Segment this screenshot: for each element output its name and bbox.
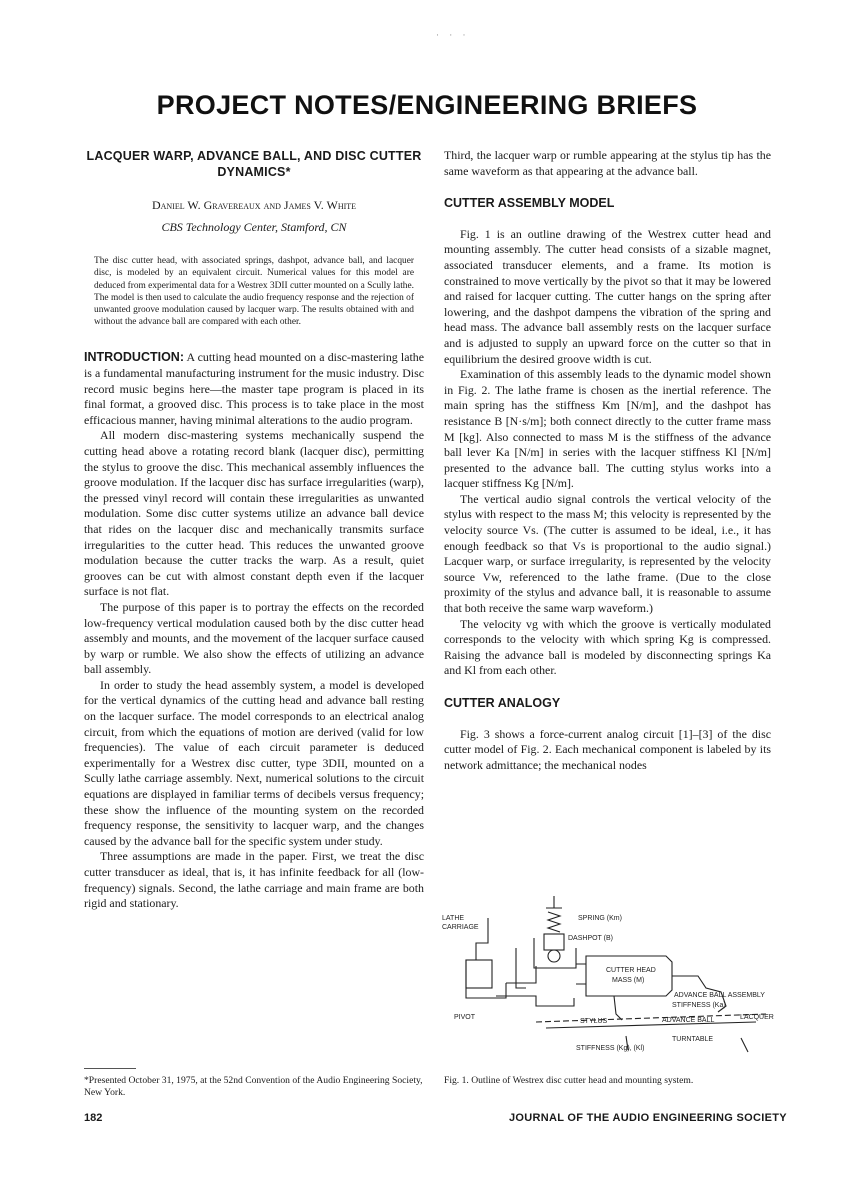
lacquer-line: [536, 1014, 766, 1022]
dashpot-bulb: [548, 950, 560, 962]
intro-text: A cutting head mounted on a disc-mastering lathe is a fundamental manufacturing instrument for the music industry. Disc record music begins here—the master tape program is placed in its final format, a grooved disc. This process is to take place in the most efficacious manner, having minimal alterations to the audio program.: [84, 350, 424, 427]
label-mass: MASS (M): [612, 977, 645, 984]
pivot-frame: [496, 996, 574, 1006]
cutter-head-body: [586, 956, 672, 996]
label-stiffness-kg-kl: STIFFNESS (Kg), (Kl): [576, 1045, 645, 1052]
paragraph: Fig. 3 shows a force-current analog circuit [1]–[3] of the disc cutter model of Fig. 2. Each mechanical component is labeled by its network admittance; the mechanical nodes: [444, 726, 771, 772]
article-title: LACQUER WARP, ADVANCE BALL, AND DISC CUTTER DYNAMICS*: [86, 149, 422, 179]
label-spring: SPRING (Km): [578, 915, 622, 922]
label-stiffness-ka: STIFFNESS (Ka): [672, 1002, 726, 1009]
left-column: [84, 148, 424, 912]
paragraph: The purpose of this paper is to portray the effects on the recorded low-frequency vertical modulation caused both by the disc cutter head assembly and mounts, and the movement of the lacquer surface caused by warp or rumble. We also show the effects of utilizing an advance ball assembly.: [84, 599, 424, 677]
stylus-shape: [614, 996, 622, 1020]
section-heading-cutter-analogy: CUTTER ANALOGY: [444, 696, 561, 710]
paragraph: All modern disc-mastering systems mechanically suspend the cutting head above a rotating record blank (lacquer disc), permitting the stylus to groove the disc. This mechanical assembly influences the groove modulation. If the lacquer disc has surface irregularities (warp), the pressed vinyl record will contain these irregularities as unwanted modulation. Some disc cutter systems utilize an advance ball device that rides on the lacquer disc and mechanically transmits surface irregularities to the cutter head. This reduces the unwanted groove modulation because the cutter tracks the warp. As a result, quiet grooves can be cut with almost constant depth even if the lacquer surface is not flat.: [84, 428, 424, 599]
journal-name: JOURNAL OF THE AUDIO ENGINEERING SOCIETY: [509, 1112, 787, 1124]
figure-1-cutter-diagram: [436, 888, 776, 1058]
label-carriage: CARRIAGE: [442, 924, 479, 931]
paragraph: Third, the lacquer warp or rumble appearing at the stylus tip has the same waveform as that appearing at the advance ball.: [444, 148, 771, 178]
article-affiliation: CBS Technology Center, Stamford, CN: [161, 219, 347, 234]
intro-heading: INTRODUCTION:: [84, 350, 184, 365]
page-number: 182: [84, 1112, 103, 1124]
scan-specks: · · ·: [436, 30, 470, 40]
paragraph: The velocity vg with which the groove is vertically modulated corresponds to the velocity with which spring Kg is compressed. Raising the advance ball is modeled by disconnecting springs Ka and Kl from each other.: [444, 616, 771, 678]
label-advance-ball: ADVANCE BALL: [662, 1017, 715, 1024]
label-pivot: PIVOT: [454, 1014, 476, 1021]
paragraph: In order to study the head assembly system, a model is developed for the vertical dynamics of the cutting head and advance ball resting on the lacquer surface. The model corresponds to an electrical analog circuit, from which the equations of motion are derived (valid for low frequencies). The value of each circuit parameter is deduced experimentally for a Westrex disc cutter, type 3DII, mounted on a Scully lathe carriage assembly. Next, numerical solutions to the circuit equations are displayed in familiar terms of decibels versus frequency; these show the influence of the mounting system on the recorded frequency response, the sensitivity to lacquer warp, and the changes caused by the advance ball for the specific system under study.: [84, 677, 424, 848]
spring-mount: [546, 896, 562, 908]
section-heading-cutter-assembly: CUTTER ASSEMBLY MODEL: [444, 196, 615, 211]
label-advance-ball-assembly: ADVANCE BALL ASSEMBLY: [674, 992, 765, 999]
label-stylus: STYLUS: [580, 1018, 608, 1025]
paragraph: Three assumptions are made in the paper. First, we treat the disc cutter transducer as ideal, that is, it has infinite feedback for all (low-frequency) signals. Second, the lathe carriage and main frame are both rigid and stationary.: [84, 849, 424, 911]
cutter-head-mount: [576, 964, 586, 984]
label-cutter-head: CUTTER HEAD: [606, 967, 656, 974]
label-dashpot: DASHPOT (B): [568, 935, 613, 942]
label-lacquer: LACQUER: [740, 1014, 774, 1021]
paragraph: The vertical audio signal controls the vertical velocity of the stylus with respect to the mass M; this velocity is represented by the velocity source Vs. (The cutter is assumed to be ideal, i.e., it has enough feedback so that Vs is proportional to the audio signal.) Lacquer warp, or surface irregularity, is represented by the velocity source Vw, referenced to the lathe frame. (Due to the close proximity of the stylus and advance ball, it is reasonable to assume that both receive the same warp waveform.): [444, 491, 771, 616]
footnote-rule: [84, 1068, 136, 1069]
paragraph: Examination of this assembly leads to the dynamic model shown in Fig. 2. The lathe frame is chosen as the inertial reference. The main spring has the stiffness Km [N/m], and the dashpot has resistance B [N·s/m]; both connect directly to the cutter frame mass M [kg]. Also connected to mass M is the stiffness of the advance ball lever Ka [N/m] in series with the lacquer stiffness Kl [N/m] presented to the advance ball. The cutting stylus works into a lacquer stiffness Kg [N/m].: [444, 367, 771, 491]
figure-caption: Fig. 1. Outline of Westrex disc cutter head and mounting system.: [444, 1075, 694, 1086]
right-column: [444, 148, 771, 773]
label-turntable: TURNTABLE: [672, 1036, 714, 1043]
masthead: PROJECT NOTES/ENGINEERING BRIEFS: [156, 90, 698, 120]
carriage-block: [466, 960, 492, 988]
dashpot-body: [544, 934, 564, 950]
label-lathe: LATHE: [442, 915, 465, 922]
turntable-line: [546, 1022, 756, 1028]
article-authors: Daniel W. Gravereaux and James V. White: [151, 198, 357, 212]
arm: [506, 948, 536, 988]
abstract: The disc cutter head, with associated springs, dashpot, advance ball, and lacquer disc, is modeled by an equivalent circuit. Numerical values for this model are deduced from experimental data for a Westrex 3DII cutter mounted on a Scully lathe. The model is then used to calculate the audio frequency response and the rejection of unwanted groove modulation caused by lacquer warp. The results obtained with and without the advance ball are compared with each other.: [94, 256, 414, 328]
paragraph: Fig. 1 is an outline drawing of the Westrex cutter head and mounting assembly. The cutter head consists of a sizable magnet, associated transducer elements, and a frame. Its motion is constrained to move vertically by the pivot so that it may be lowered and raised for lacquer cutting. The cutter hangs on the spring after lowering, and the dashpot dampens the vibration of the spring and head mass. The advance ball assembly rests on the lacquer surface and is adjusted to supply an upward force on the cutter so that in equilibrium the desired groove width is cut.: [444, 226, 771, 366]
intro-paragraph: [84, 350, 424, 428]
spring-coil: [548, 912, 560, 932]
footnote: *Presented October 31, 1975, at the 52nd Convention of the Audio Engineering Society, New York.: [84, 1075, 423, 1098]
linkage: [534, 938, 576, 968]
